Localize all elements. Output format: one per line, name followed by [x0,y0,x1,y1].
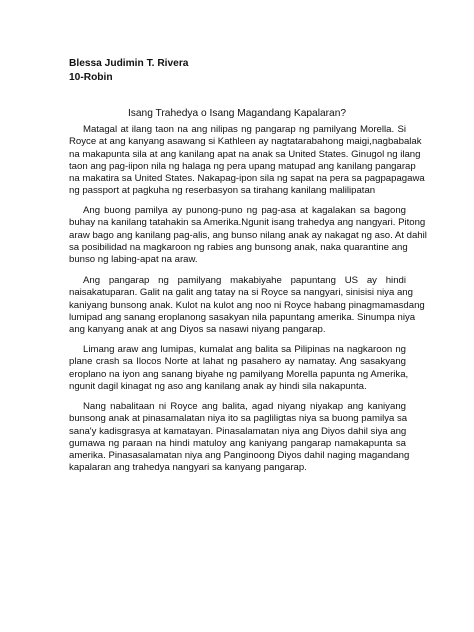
text-line: kapalaran ang trahedya nangyari sa kanyang pangarap. [69,462,307,474]
text-line: Matagal at ilang taon na ang nilipas ng pangarap ng pamilyang Morella. Si [83,124,406,135]
essay-title: Isang Trahedya o Isang Magandang Kapalaran? [127,108,347,119]
text-line: araw bago ang kanilang pag-alis, ang bunso nilang anak ay nakagat ng aso. At dahil [69,229,427,241]
text-line: bunsong anak at pinasamalatan niya ito sa pagliligtas niya sa buong pamilya sa [69,413,408,425]
text-line: plane crash sa Ilocos Norte at lahat ng pasahero ay namatay. Ang sasakyang [69,356,406,368]
text-line: na makatira sa United States. Nakapag-ipon sila ng sapat na pera sa pagpapagawa [69,173,425,185]
text-line: gumawa ng paraan na hindi matuloy ang kaniyang pangarap namakapunta sa [69,437,406,449]
text-line: Ang pangarap ng pamilyang makabiyahe papuntang US ay hindi [83,275,406,286]
text-line: lumipad ang sanang eroplanong sasakyan nila papuntang amerika. Sinumpa niya [69,311,416,323]
text-line: amerika. Pinasasalamatan niya ang Panginoong Diyos dahil naging magandang [69,450,410,462]
text-line: Ang buong pamilya ay punong-puno ng pag-asa at kagalakan sa bagong [83,205,406,216]
text-line: taon ang pag-iipon nila ng halaga ng pera upang matupad ang kanilang pangarap [69,160,416,172]
author-name: Blessa Judimin T. Rivera [69,58,189,69]
text-line: ngunit dagil kinagat ng aso ang kanilang anak ay hindi sila nakapunta. [69,380,367,392]
text-line: eroplano na iyon ang sanang biyahe ng pamilyang Morella papunta ng Amerika, [69,368,409,380]
paragraph-2 [69,205,427,266]
text-line: sa posibilidad na magkaroon ng rabies ang bunsong anak, naka quarantine ang [69,241,408,253]
text-line: Limang araw ang lumipas, kumalat ang balita sa Pilipinas na nagkaroon ng [83,344,406,355]
text-line: kaniyang bunsong anak. Kulot na kulot ang noo ni Royce habang pinagmamasdang [69,299,425,311]
text-line: na makapunta sila at ang kanilang apat na anak sa United States. Ginugol ng ilang [69,148,421,160]
text-line: buhay na kanilang tatahakin sa Amerika.Ngunit isang trahedya ang nangyari. Pitong [69,217,426,229]
text-line: ng passport at pagkuha ng reserbasyon sa tirahang kanilang malilipatan [69,185,376,197]
text-line: ang kanyang anak at ang Diyos sa nasawi niyang pangarap. [69,324,326,336]
class-section: 10-Robin [69,72,113,83]
text-line: bunso ng labing-apat na araw. [69,254,198,266]
text-line: Nang nabalitaan ni Royce ang balita, agad niyang niyakap ang kaniyang [83,401,406,412]
text-line: Royce at ang kanyang asawang si Kathleen ay nagtatarabahong maigi,nagbabalak [69,136,422,148]
paragraph-4 [69,344,409,393]
document-header [69,57,188,85]
paragraph-1 [69,124,425,198]
paragraph-3 [69,275,425,336]
text-line: naisakatuparan. Galit na galit ang tatay na si Royce sa nangyari, sinisisi niya ang [69,287,413,299]
text-line: sana'y kadisgrasya at kamatayan. Pinasalamatan niya ang Diyos dahil siya ang [69,425,407,437]
paragraph-5 [69,401,410,475]
